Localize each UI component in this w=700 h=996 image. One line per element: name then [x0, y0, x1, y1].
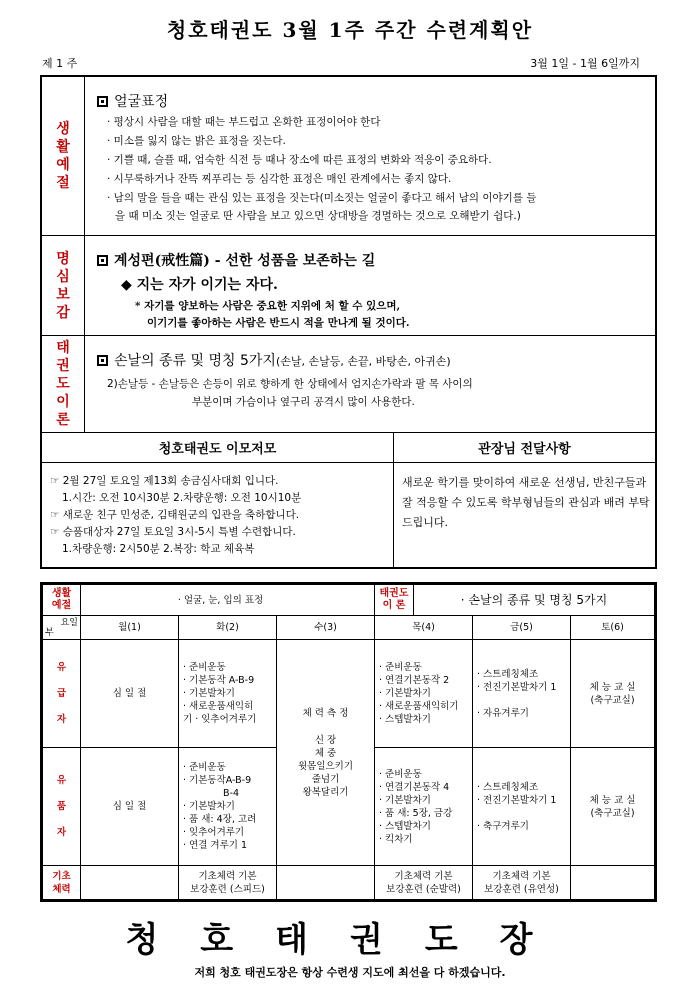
- weekly-content-box: [40, 75, 657, 569]
- fri-grade: · 스트레칭체조 · 전진기본발차기 1 · 자유겨루기: [473, 640, 571, 748]
- day-mon: 월(1): [81, 616, 179, 640]
- life-etiquette-section: [42, 77, 655, 236]
- day-wed: 수(3): [277, 616, 375, 640]
- date-range: 3월 1일 - 1월 6일까지: [530, 57, 640, 70]
- notice-line: ☞ 2월 27일 토요일 제13회 송금심사대회 입니다.: [50, 475, 279, 487]
- square-bullet-icon: [97, 96, 108, 107]
- notice-line: 1.차량운행: 2시50분 2.복장: 학교 체육복: [62, 543, 255, 555]
- day-tue: 화(2): [179, 616, 277, 640]
- row-label-grade: 유 급 자: [43, 640, 81, 748]
- footer-slogan: 저희 청호 태권도장은 항상 수련생 지도에 최선을 다 하겠습니다.: [194, 966, 506, 979]
- goal-label: 생활 예절: [43, 585, 81, 616]
- notice-line: 1.시간: 오전 10시30분 2.차량운행: 오전 10시10분: [62, 492, 302, 504]
- life-etiquette-label: 생 활 예 절: [42, 77, 85, 235]
- thu-grade: · 준비운동 · 연결기본동작 2 · 기본발차기 · 새로운품새익히기 · 스텝발차기: [375, 640, 473, 748]
- maxims-note: * 자기를 양보하는 사람은 중요한 지위에 처 할 수 있으며,: [135, 300, 401, 312]
- maxims-section: [42, 236, 655, 336]
- weekly-goal: · 얼굴, 눈, 입의 표정: [81, 585, 375, 616]
- etiquette-line: · 남의 말을 들을 때는 관심 있는 표정을 짓는다(미소짓는 얼굴이 좋다고 해서 남의 이야기를 들: [107, 192, 537, 204]
- weekly-theory: · 손날의 종류 및 명칭 5가지: [460, 592, 608, 607]
- school-name: 청호태권도장: [125, 920, 575, 960]
- theory-mini-label: 태권도 이 론: [375, 585, 414, 615]
- theory-line: 2)손날등 - 손날등은 손등이 위로 향하게 한 상태에서 엄지손가락과 팔 목 사이의: [107, 378, 473, 390]
- life-etiquette-heading: 얼굴표정: [97, 91, 647, 111]
- row-label-basic-fitness: 기초 체력: [43, 866, 81, 900]
- maxims-quote: ◆ 지는 자가 이기는 자다.: [121, 277, 278, 293]
- theory-heading: 손날의 종류 및 명칭 5가지(손날, 손날등, 손끝, 바탕손, 아귀손): [97, 350, 647, 370]
- notices-title: 청호태권도 이모저모: [42, 433, 393, 463]
- theory-section: [42, 336, 655, 433]
- page-title: 청호태권도 3월 1주 주간 수련계획안: [166, 18, 534, 42]
- day-fri: 금(5): [473, 616, 571, 640]
- row-label-poom: 유 품 자: [43, 748, 81, 866]
- weekly-schedule-table: [40, 582, 657, 902]
- mon-grade: 심 일 절: [81, 640, 179, 748]
- thu-basic: 기초체력 기본 보강훈련 (순발력): [375, 866, 473, 900]
- maxims-note: 이기기를 좋아하는 사람은 반드시 적을 만나게 될 것이다.: [147, 317, 410, 329]
- fri-basic: 기초체력 기본 보강훈련 (유연성): [473, 866, 571, 900]
- maxims-label: 명 심 보 감: [42, 236, 85, 335]
- corner-cell: 요일 부: [43, 616, 81, 640]
- week-number: 제 1 주: [42, 57, 78, 70]
- director-title: 관장님 전달사항: [394, 433, 655, 463]
- day-sat: 토(6): [571, 616, 655, 640]
- notice-line: ☞ 승품대상자 27일 토요일 3시-5시 특별 수련합니다.: [50, 526, 296, 538]
- wed-fitness-test: 체 력 측 정 신 장 체 중 윗몸일으키기 줄넘기 왕복달리기: [277, 640, 375, 866]
- day-thu: 목(4): [375, 616, 473, 640]
- notices-list: [50, 473, 390, 558]
- director-message: 새로운 학기를 맞이하여 새로운 선생님, 반친구들과 잘 적응할 수 있도록 학부형님들의 관심과 배려 부탁드립니다.: [402, 476, 650, 529]
- etiquette-line: · 기쁠 때, 슬플 때, 엄숙한 식전 등 때나 장소에 따른 표정의 변화와 적응이 중요하다.: [107, 154, 492, 166]
- mon-poom: 심 일 절: [81, 748, 179, 866]
- notices-area: [42, 433, 655, 567]
- etiquette-line: 을 때 미소 짓는 얼굴로 딴 사람을 보고 있으면 상대방을 경멸하는 것으로 오해받기 쉽다.): [115, 210, 521, 222]
- tue-basic: 기초체력 기본 보강훈련 (스피드): [179, 866, 277, 900]
- theory-label: 태 권 도 이 론: [42, 336, 85, 432]
- notice-line: ☞ 새로운 친구 민성준, 김태원군의 입관을 축하합니다.: [50, 509, 300, 521]
- etiquette-line: · 평상시 사람을 대할 때는 부드럽고 온화한 표정이어야 한다: [107, 116, 381, 128]
- tue-poom: · 준비운동 · 기본동작A-B-9 B-4 · 기본발차기 · 품 새: 4장, 고려 · 잊추어겨루기 · 연결 겨루기 1: [179, 748, 277, 866]
- sat-poom: 체 능 교 실 (축구교실): [571, 748, 655, 866]
- maxims-heading: 계성편(戒性篇) - 선한 성품을 보존하는 길: [97, 250, 647, 270]
- thu-poom: · 준비운동 · 연결기본동작 4 · 기본발차기 · 품 새: 5장, 금강 · 스텝발차기 · 킥차기: [375, 748, 473, 866]
- etiquette-line: · 미소를 잃지 않는 밝은 표정을 짓는다.: [107, 135, 286, 147]
- square-bullet-icon: [97, 355, 108, 366]
- etiquette-line: · 시무룩하거나 잔뜩 찌푸리는 등 심각한 표정은 매인 관계에서는 좋지 않다.: [107, 173, 452, 185]
- tue-grade: · 준비운동 · 기본동작 A-B-9 · 기본발차기 · 새로운품새익히 기 · 잊추어겨루기: [179, 640, 277, 748]
- fri-poom: · 스트레칭체조 · 전진기본발차기 1 · 축구겨루기: [473, 748, 571, 866]
- square-bullet-icon: [97, 255, 108, 266]
- theory-line: 부분이며 가슴이나 옆구리 공격시 많이 사용한다.: [192, 396, 415, 408]
- sat-grade: 체 능 교 실 (축구교실): [571, 640, 655, 748]
